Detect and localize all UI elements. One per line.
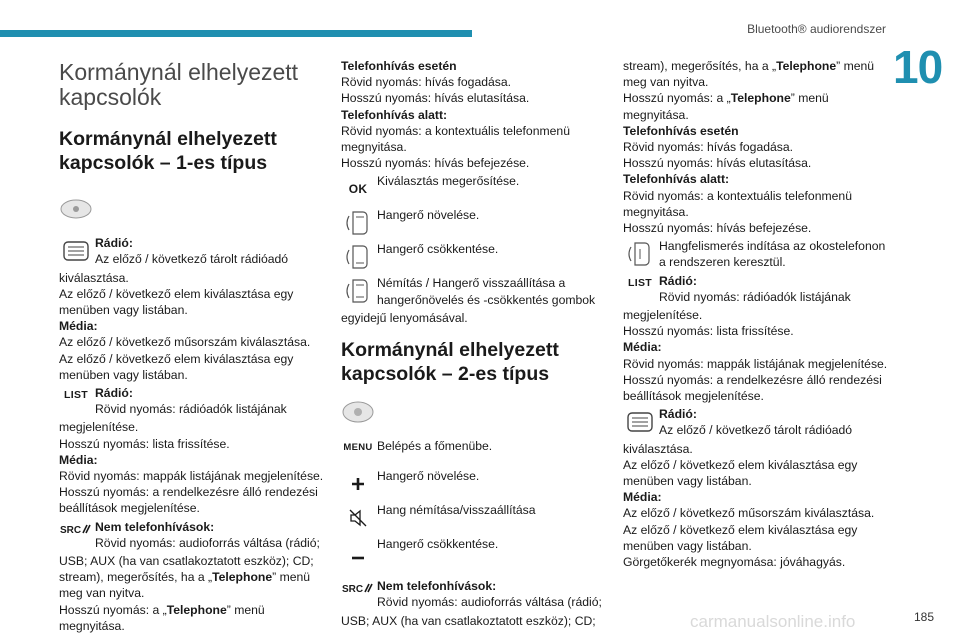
radio-line: Az előző / következő tárolt rádióadó — [659, 423, 853, 438]
minus-icon — [341, 536, 375, 568]
mute-line: egyidejű lenyomásával. — [341, 310, 468, 325]
list-line: Rövid nyomás: rádióadók listájának — [95, 402, 287, 417]
call-line: Rövid nyomás: hívás fogadása. — [623, 140, 794, 155]
list-line: Hosszú nyomás: lista frissítése. — [59, 436, 230, 451]
during-call-line: Rövid nyomás: a kontextuális telefonmenü megnyitása. — [623, 188, 852, 219]
list-item — [623, 273, 889, 305]
radio-line: Az előző / következő elem kiválasztása egy menüben vagy listában. — [59, 286, 294, 318]
source-line: stream), megerősítés, ha a „Telephone” menü — [623, 59, 875, 73]
source-item — [341, 578, 607, 610]
mute-line: hangerőnövelés és -csökkentés gombok — [377, 292, 596, 307]
chapter-number: 10 — [893, 41, 943, 93]
source-line: Hosszú nyomás: a „Telephone” menü megnyitása. — [59, 602, 265, 633]
voice-line: a rendszeren keresztül. — [659, 255, 786, 270]
minus-text: Hangerő csökkentése. — [377, 537, 499, 552]
type1-heading: Kormánynál elhelyezett kapcsolók – 1-es típus — [59, 128, 277, 174]
source-line: Hosszú nyomás: a „Telephone” menü — [623, 91, 829, 106]
source-line: megnyitása. — [623, 107, 689, 122]
radio-label: Rádió: — [95, 386, 133, 401]
plus-text: Hangerő növelése. — [377, 469, 480, 484]
mute2-item — [341, 502, 607, 534]
list-line: Rövid nyomás: mappák listájának megjelenítése. — [59, 469, 324, 484]
plus-item — [341, 468, 607, 500]
volume-down-text: Hangerő csökkentése. — [377, 242, 499, 257]
radio-label: Rádió: — [659, 273, 697, 288]
during-call-line: Hosszú nyomás: hívás befejezése. — [341, 156, 530, 171]
radio-label: Rádió: — [95, 236, 133, 251]
volume-down-rocker-icon — [341, 241, 375, 273]
radio-line: Az előző / következő tárolt rádióadó — [95, 252, 289, 267]
radio-label: Rádió: — [659, 407, 697, 422]
minus-item — [341, 536, 607, 568]
page-number: 185 — [913, 610, 934, 624]
source-line: USB; AUX (ha van csatlakoztatott eszköz); CD; — [341, 613, 596, 628]
media-line: Az előző / következő műsorszám kiválasztása. — [59, 335, 311, 350]
list-icon: LIST — [628, 276, 652, 289]
call-label: Telefonhívás esetén — [623, 123, 739, 138]
ok-item — [341, 173, 607, 205]
header-accent-bar — [0, 30, 472, 37]
mute-line: Némítás / Hangerő visszaállítása a — [377, 276, 566, 291]
list-line: Rövid nyomás: mappák listájának megjelenítése. — [623, 356, 888, 371]
call-label: Telefonhívás esetén — [341, 59, 457, 73]
voice-item — [623, 238, 889, 270]
src-phone-icon — [59, 519, 93, 539]
media-line: Az előző / következő elem kiválasztása egy menüben vagy listában. — [623, 522, 858, 553]
during-call-label: Telefonhívás alatt: — [623, 172, 730, 187]
src-phone-icon — [341, 578, 375, 598]
voice-recognition-icon — [623, 238, 657, 270]
mute-item — [341, 275, 607, 307]
column-3 — [623, 58, 889, 570]
section-title: Bluetooth® audiorendszer — [747, 22, 886, 36]
svg-text:SRC: SRC — [60, 524, 82, 536]
list-line: Hosszú nyomás: a rendelkezésre álló rendezési beállítások megjelenítése. — [59, 485, 318, 516]
svg-text:SRC: SRC — [342, 584, 364, 596]
speaker-mute-icon — [341, 502, 375, 534]
page-heading: Kormánynál elhelyezett kapcsolók — [59, 59, 299, 110]
radio-media-item — [59, 235, 325, 267]
call-line: Hosszú nyomás: hívás elutasítása. — [623, 156, 812, 171]
media-label: Média: — [59, 452, 98, 467]
list-line: Hosszú nyomás: a rendelkezésre álló rendezési beállítások megjelenítése. — [623, 372, 882, 404]
volume-up-text: Hangerő növelése. — [377, 208, 480, 223]
volume-up-item — [341, 207, 607, 239]
list-line: megjelenítése. — [59, 420, 139, 435]
call-line: Hosszú nyomás: hívás elutasítása. — [341, 91, 530, 106]
type2-heading: Kormánynál elhelyezett kapcsolók – 2-es típus — [341, 339, 559, 386]
menu-icon: MENU — [343, 442, 373, 454]
source-label: Nem telefonhívások: — [377, 579, 497, 594]
radio-line: kiválasztása. — [623, 441, 693, 456]
volume-down-item — [341, 241, 607, 273]
steering-wheel-icon — [341, 400, 375, 424]
plus-icon — [341, 468, 375, 500]
voice-line: Hangfelismerés indítása az okostelefonon — [659, 239, 886, 254]
media-label: Média: — [59, 319, 98, 334]
list-item — [59, 385, 325, 417]
list-line: Rövid nyomás: rádióadók listájának — [659, 289, 851, 304]
source-line: Rövid nyomás: audioforrás váltása (rádió; — [95, 535, 320, 550]
media-line: Az előző / következő műsorszám kiválasztása. — [623, 506, 875, 521]
list-line: Hosszú nyomás: lista frissítése. — [623, 324, 794, 339]
during-call-line: Rövid nyomás: a kontextuális telefonmenü megnyitása. — [341, 123, 570, 155]
column-1 — [59, 58, 325, 634]
during-call-label: Telefonhívás alatt: — [341, 107, 448, 122]
source-label: Nem telefonhívások: — [95, 519, 215, 534]
watermark: carmanualsonline.info — [690, 612, 856, 631]
media-line: Az előző / következő elem kiválasztása egy menüben vagy listában. — [59, 351, 294, 382]
thumbwheel-icon — [59, 235, 93, 267]
list-line: megjelenítése. — [623, 308, 703, 323]
volume-up-rocker-icon — [341, 207, 375, 239]
during-call-line: Hosszú nyomás: hívás befejezése. — [623, 221, 812, 236]
source-line: USB; AUX (ha van csatlakoztatott eszköz); CD; stream), megerősítés, ha a „Telephone” menü meg van nyitva. — [59, 554, 314, 601]
thumbwheel-icon — [623, 406, 657, 438]
ok-icon: OK — [348, 182, 368, 197]
ok-text: Kiválasztás megerősítése. — [377, 174, 520, 189]
media-label: Média: — [623, 490, 662, 505]
wheel-press-line: Görgetőkerék megnyomása: jóváhagyás. — [623, 555, 846, 570]
media-label: Média: — [623, 340, 662, 355]
mute-rocker-icon — [341, 275, 375, 307]
list-icon: LIST — [64, 388, 88, 401]
menu-item — [341, 438, 607, 458]
radio-line: kiválasztása. — [59, 270, 129, 285]
radio-media-item — [623, 406, 889, 438]
radio-line: Az előző / következő elem kiválasztása egy menüben vagy listában. — [623, 457, 858, 489]
mute2-text: Hang némítása/visszaállítása — [377, 503, 536, 518]
steering-wheel-icon — [59, 197, 93, 221]
call-line: Rövid nyomás: hívás fogadása. — [341, 75, 512, 90]
source-line: meg van nyitva. — [623, 75, 709, 90]
source-item — [59, 519, 325, 551]
menu-text: Belépés a főmenübe. — [377, 439, 493, 454]
source-line: Rövid nyomás: audioforrás váltása (rádió; — [377, 595, 602, 610]
column-2 — [341, 58, 607, 629]
